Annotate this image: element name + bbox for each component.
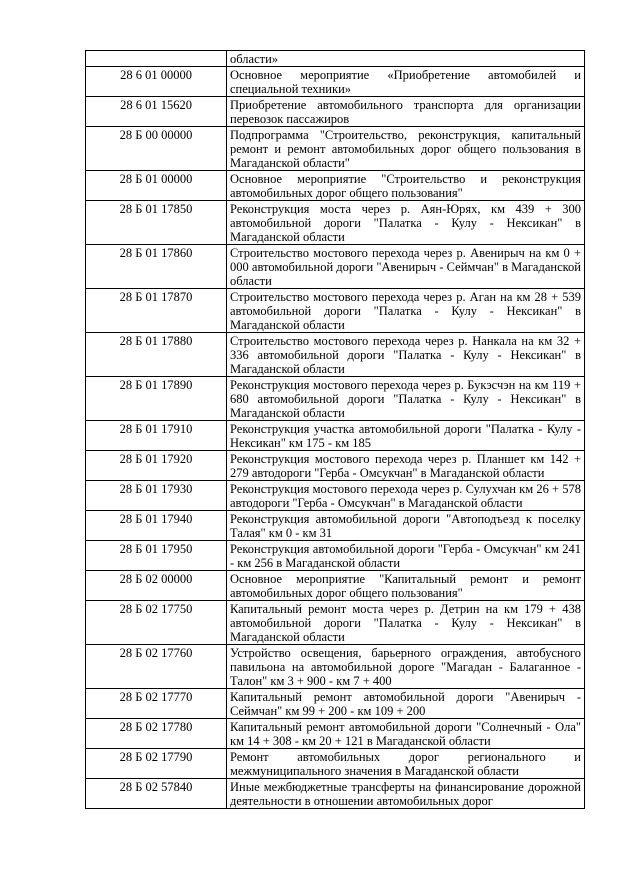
table-row [86,289,585,333]
table-row [86,377,585,421]
row-description: Строительство мостового перехода через р. Нанкала на км 32 + 336 автомобильной дороги "Палатка - Кулу - Нексикан" в Магаданской области [227,333,585,377]
row-code: 28 Б 01 17880 [86,333,227,377]
row-description: Реконструкция автомобильной дороги "Герба - Омсукчан" км 241 - км 256 в Магаданской области [227,541,585,571]
row-code: 28 Б 01 17940 [86,511,227,541]
row-code: 28 Б 01 00000 [86,171,227,201]
table-row [86,421,585,451]
row-code: 28 Б 02 17790 [86,749,227,779]
row-code: 28 6 01 00000 [86,67,227,97]
table-row [86,451,585,481]
row-code: 28 Б 01 17850 [86,201,227,245]
table-row [86,749,585,779]
table-row [86,51,585,67]
row-description: Основное мероприятие "Капитальный ремонт и ремонт автомобильных дорог общего пользования" [227,571,585,601]
row-code: 28 Б 01 17930 [86,481,227,511]
row-code: 28 6 01 15620 [86,97,227,127]
table-row [86,541,585,571]
row-description: Реконструкция автомобильной дороги "Автоподъезд к поселку Талая" км 0 - км 31 [227,511,585,541]
row-description: Подпрограмма "Строительство, реконструкция, капитальный ремонт и ремонт автомобильных дорог общего пользования в Магаданской области" [227,127,585,171]
table-row [86,201,585,245]
row-description: Основное мероприятие «Приобретение автомобилей и специальной техники» [227,67,585,97]
table-row [86,601,585,645]
row-description: Капитальный ремонт автомобильной дороги "Солнечный - Ола" км 14 + 308 - км 20 + 121 в Магаданской области [227,719,585,749]
row-code: 28 Б 02 17770 [86,689,227,719]
table-row [86,333,585,377]
row-description: Капитальный ремонт автомобильной дороги "Авенирыч - Сеймчан" км 99 + 200 - км 109 + 200 [227,689,585,719]
row-description: Реконструкция мостового перехода через р. Сулухчан км 26 + 578 автодороги "Герба - Омсукчан" в Магаданской области [227,481,585,511]
row-code: 28 Б 02 00000 [86,571,227,601]
row-description: Строительство мостового перехода через р. Авенирыч на км 0 + 000 автомобильной дороги "Авенирыч - Сеймчан" в Магаданской области [227,245,585,289]
table-row [86,127,585,171]
row-code: 28 Б 01 17910 [86,421,227,451]
table-row [86,481,585,511]
table-row [86,171,585,201]
table-row [86,571,585,601]
row-description: Ремонт автомобильных дорог регионального и межмуниципального значения в Магаданской области [227,749,585,779]
budget-classification-table [85,50,585,809]
table-row [86,719,585,749]
row-code: 28 Б 00 00000 [86,127,227,171]
row-description: Капитальный ремонт моста через р. Детрин на км 179 + 438 автомобильной дороги "Палатка - Кулу - Нексикан" в Магаданской области [227,601,585,645]
table-row [86,511,585,541]
row-code: 28 Б 02 17750 [86,601,227,645]
table-body [86,51,585,809]
row-description: Приобретение автомобильного транспорта для организации перевозок пассажиров [227,97,585,127]
row-code: 28 Б 01 17950 [86,541,227,571]
row-description: Реконструкция мостового перехода через р. Букэсчэн на км 119 + 680 автомобильной дороги "Палатка - Кулу - Нексикан" в Магаданской области [227,377,585,421]
row-code: 28 Б 01 17920 [86,451,227,481]
row-description: Реконструкция участка автомобильной дороги "Палатка - Кулу - Нексикан" км 175 - км 185 [227,421,585,451]
row-description: Строительство мостового перехода через р. Аган на км 28 + 539 автомобильной дороги "Палатка - Кулу - Нексикан" в Магаданской области [227,289,585,333]
row-description: Устройство освещения, барьерного ограждения, автобусного павильона на автомобильной дороге "Магадан - Балаганное - Талон" км 3 + 900 - км 7 + 400 [227,645,585,689]
row-code: 28 Б 02 17760 [86,645,227,689]
table-row [86,645,585,689]
table-row [86,779,585,809]
row-description: Иные межбюджетные трансферты на финансирование дорожной деятельности в отношении автомобильных дорог [227,779,585,809]
row-code: 28 Б 02 57840 [86,779,227,809]
table-row [86,689,585,719]
row-code: 28 Б 01 17870 [86,289,227,333]
row-description: Реконструкция моста через р. Аян-Юрях, км 439 + 300 автомобильной дороги "Палатка - Кулу - Нексикан" в Магаданской области [227,201,585,245]
row-code: 28 Б 01 17890 [86,377,227,421]
row-code: 28 Б 01 17860 [86,245,227,289]
row-description: области» [227,51,585,67]
table-row [86,97,585,127]
row-description: Основное мероприятие "Строительство и реконструкция автомобильных дорог общего пользования" [227,171,585,201]
row-code [86,51,227,67]
table-row [86,67,585,97]
table-row [86,245,585,289]
row-description: Реконструкция мостового перехода через р. Планшет км 142 + 279 автодороги "Герба - Омсукчан" в Магаданской области [227,451,585,481]
row-code: 28 Б 02 17780 [86,719,227,749]
